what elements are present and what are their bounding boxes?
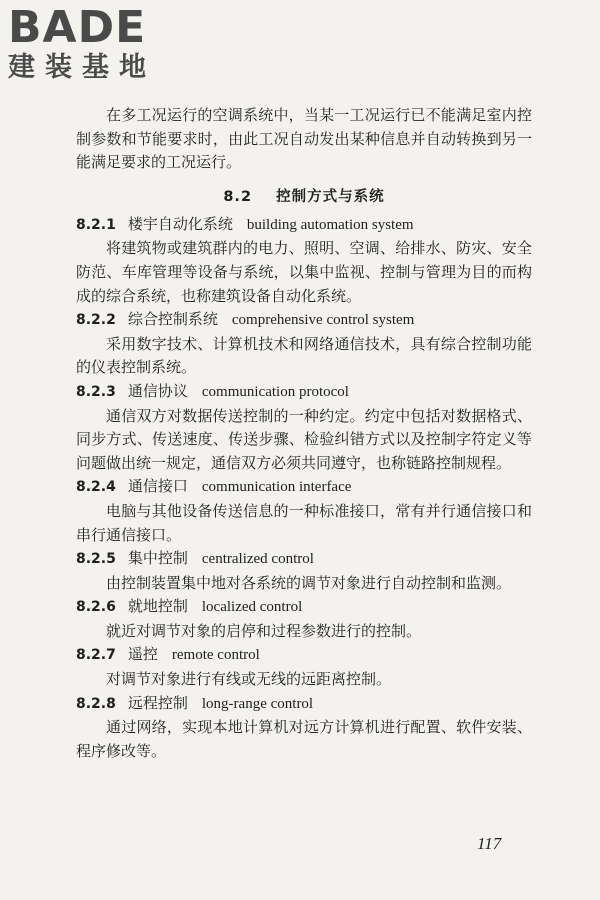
term-entry-8-2-8 (76, 692, 532, 764)
term-chinese: 综合控制系统 (127, 310, 218, 329)
term-heading (76, 643, 532, 668)
logo-subtitle: 建装基地 (8, 52, 156, 83)
term-definition: 通信双方对数据传送控制的一种约定。约定中包括对数据格式、同步方式、传送速度、传送步骤、检验纠错方式以及控制字符定义等问题做出统一规定，通信双方必须共同遵守，也称链路控制规程。 (76, 406, 532, 472)
term-definition: 通过网络，实现本地计算机对远方计算机进行配置、软件安装、程序修改等。 (76, 718, 532, 760)
term-chinese: 远程控制 (127, 693, 188, 712)
logo-mark: BADE (8, 2, 147, 53)
term-english: remote control (171, 647, 260, 664)
section-title: 控制方式与系统 (276, 188, 385, 205)
term-number: 8.2.8 (76, 695, 116, 712)
term-heading (76, 475, 532, 500)
term-english: comprehensive control system (231, 312, 415, 329)
term-number: 8.2.5 (76, 551, 116, 568)
term-english: communication protocol (201, 383, 349, 400)
term-chinese: 集中控制 (127, 549, 188, 568)
term-chinese: 通信接口 (127, 477, 188, 496)
term-definition: 由控制装置集中地对各系统的调节对象进行自动控制和监测。 (106, 573, 512, 592)
bade-logo (8, 2, 178, 84)
term-definition: 将建筑物或建筑群内的电力、照明、空调、给排水、防灾、安全防范、车库管理等设备与系统，以集中监视、控制与管理为目的而构成的综合系统，也称建筑设备自动化系统。 (76, 239, 532, 305)
term-number: 8.2.7 (76, 647, 116, 664)
section-number: 8.2 (223, 188, 253, 205)
intro-paragraph: 在多工况运行的空调系统中，当某一工况运行已不能满足室内控制参数和节能要求时，由此工况自动发出某种信息并自动转换到另一能满足要求的工况运行。 (76, 106, 532, 172)
term-heading (76, 595, 532, 620)
term-definition: 电脑与其他设备传送信息的一种标准接口，常有并行通信接口和串行通信接口。 (76, 501, 532, 544)
term-number: 8.2.2 (76, 312, 116, 329)
term-number: 8.2.6 (76, 599, 116, 616)
term-heading (76, 692, 532, 717)
term-definition: 就近对调节对象的启停和过程参数进行的控制。 (106, 621, 422, 640)
term-chinese: 遥控 (127, 645, 158, 664)
term-definition: 采用数字技术、计算机技术和网络通信技术，具有综合控制功能的仪表控制系统。 (76, 334, 532, 377)
page-number: 117 (477, 834, 502, 853)
term-number: 8.2.3 (76, 383, 116, 400)
term-definition: 对调节对象进行有线或无线的远距离控制。 (106, 670, 392, 689)
term-heading (76, 380, 532, 405)
term-english: localized control (201, 599, 303, 616)
term-entry-8-2-1 (76, 213, 532, 308)
term-chinese: 就地控制 (127, 597, 188, 616)
term-chinese: 通信协议 (127, 381, 188, 400)
term-entry-8-2-6 (76, 595, 532, 643)
term-english: long-range control (201, 695, 314, 712)
term-entry-8-2-3 (76, 380, 532, 475)
term-number: 8.2.4 (76, 479, 116, 496)
term-entry-8-2-5 (76, 547, 532, 595)
term-english: building automation system (246, 216, 414, 233)
term-english: centralized control (201, 551, 314, 568)
term-chinese: 楼宇自动化系统 (127, 214, 233, 233)
term-english: communication interface (201, 479, 352, 496)
document-page (76, 104, 532, 763)
term-heading (76, 547, 532, 572)
term-entry-8-2-2 (76, 308, 532, 380)
term-number: 8.2.1 (76, 216, 116, 233)
term-entry-8-2-7 (76, 643, 532, 691)
term-heading (76, 213, 532, 238)
term-heading (76, 308, 532, 333)
term-entry-8-2-4 (76, 475, 532, 547)
section-heading (76, 185, 532, 206)
